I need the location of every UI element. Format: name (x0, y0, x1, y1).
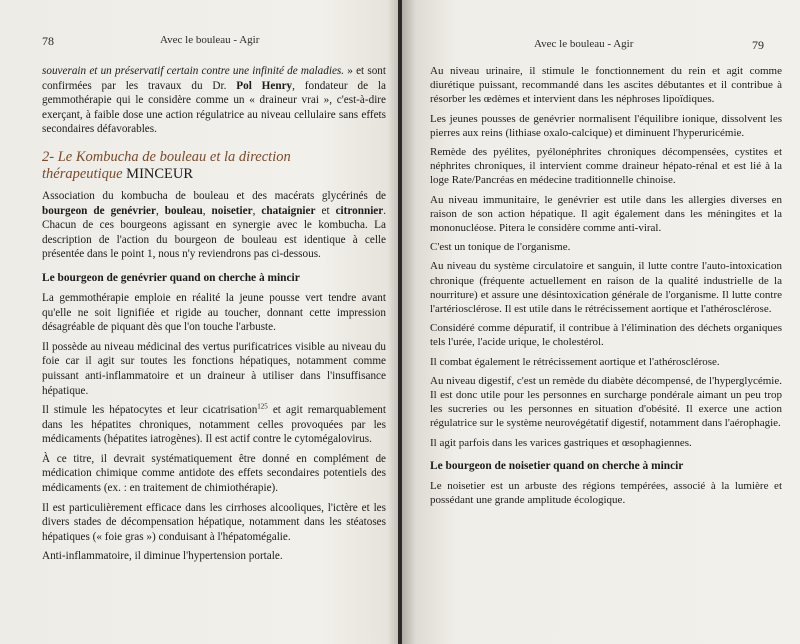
paragraph: Au niveau du système circulatoire et sanguin, il lutte contre l'auto-intoxication chronique (fréquente actuellement en raison de la qualité industrielle de la nourriture) et assure une désintoxication générale de l'organisme. Il lutte contre l'artériosclérose. Il est utile dans le rétrécissement aortique et l'athérosclérose. (430, 260, 782, 316)
italic-quote: souverain et un préservatif certain contre une infinité de maladies. (42, 65, 345, 77)
paragraph: Il agit parfois dans les varices gastriques et œsophagiennes. (430, 436, 692, 449)
section-title-caps: MINCEUR (126, 165, 194, 182)
left-page-header (42, 34, 386, 64)
paragraph: Le noisetier est un arbuste des régions tempérées, associé à la lumière et possédant une grande amplitude écologique. (430, 479, 782, 507)
text-span: , fondateur de la gemmothérapie qui le considère comme un « draineur vrai », c'est-à-dire exerçant, à faible dose une action régulatrice au niveau cellulaire sans effets secondaires défavorables. (42, 79, 386, 136)
text-span: , (252, 204, 262, 217)
paragraph: Remède des pyélites, pyélonéphrites chroniques décompensées, cystites et néphrites chroniques, il intervient comme draineur hépato-rénal et est lié à la loge Rate/Pancréas en médecine traditionnelle chinoise. (430, 146, 782, 187)
paragraph: Considéré comme dépuratif, il contribue à l'élimination des déchets organiques tels l'urée, l'acide urique, le cholestérol. (430, 322, 782, 349)
text-span: , (155, 204, 165, 217)
paragraph: À ce titre, il devrait systématiquement être donné en complément de médication chimique comme antidote des effets secondaires potentiels des médicaments (ex. : en traitement de chimiothérapie). (42, 452, 386, 495)
text-span: Association du kombucha de bouleau et des macérats glycérinés de (42, 189, 386, 202)
paragraph: Au niveau immunitaire, le genévrier est utile dans les allergies diverses en raison de son action hépatique. Il agit également dans les méningites et la mononucléose. Pitera le considère comme anti-viral. (430, 193, 782, 235)
paragraph: Au niveau digestif, c'est un remède du diabète décompensé, de l'hyperglycémie. Il est donc utile pour les personnes en surcharge pondérale aimant un peu trop les sucreries ou les personnes en situation d'obésité. Il exerce une action régulatrice sur le système neurovégétatif digestif, notamment dans l'aérophagie. (430, 374, 782, 430)
book-gutter (398, 0, 402, 644)
paragraph: C'est un tonique de l'organisme. (430, 241, 571, 254)
subheading: Le bourgeon de genévrier quand on cherche à mincir (42, 271, 300, 284)
section-title-line-1: 2- Le Kombucha de bouleau et la direction (42, 148, 291, 165)
text-span: et agit remarquablement dans les hépatites chroniques, notamment celles provoquées par les médicaments (hépatites iatrogènes). Il est actif contre le cytomégalovirus. (42, 404, 386, 446)
text-span: Il stimule les hépatocytes et leur cicatrisation (42, 404, 258, 417)
paragraph: La gemmothérapie emploie en réalité la jeune pousse vert tendre avant qu'elle ne soit lignifiée et rigide au toucher, donnant cette impression désagréable de piquant dès que l'on touche l'arbuste. (42, 291, 386, 334)
section-title-line-2: thérapeutique (42, 165, 123, 182)
paragraph: Au niveau urinaire, il stimule le fonctionnement du rein et agit comme diurétique puissant, recommandé dans les ascites débutantes et il contribue à résorber les œdèmes et intervient dans les néphroses lipoïdiques. (430, 65, 782, 106)
paragraph (42, 189, 386, 262)
right-page (400, 0, 800, 644)
paragraph: Il possède au niveau médicinal des vertus purificatrices visible au niveau du foie car il agit sur toutes les fonctions hépatiques, notamment comme puissant anti-inflammatoire et un draineur à utiliser dans l'insuffisance hépatique. (42, 340, 386, 397)
bold-term: bourgeon de genévrier (42, 204, 156, 217)
paragraph: Anti-inflammatoire, il diminue l'hypertension portale. (42, 550, 283, 563)
text-span: » et sont confirmées par les travaux du Dr. (42, 65, 386, 92)
paragraph (42, 403, 386, 447)
bold-term: bouleau (164, 204, 203, 217)
page-number: 79 (752, 38, 764, 52)
paragraph: Il combat également le rétrécissement aortique et l'athérosclérose. (430, 355, 720, 368)
text-span: et (315, 204, 336, 217)
text-span: , (202, 204, 212, 217)
page-number: 78 (42, 34, 54, 48)
right-page-header (430, 34, 782, 64)
paragraph: Il est particulièrement efficace dans les cirrhoses alcooliques, l'ictère et les divers stades de décompensation hépatique, notamment dans les stéatoses hépatiques (« foie gras ») conduisant à l'hépatomégalie. (42, 501, 386, 543)
running-head: Avec le bouleau - Agir (534, 38, 634, 50)
section-title (42, 149, 386, 183)
paragraph (42, 64, 386, 137)
footnote-ref: 125 (257, 402, 268, 411)
running-head: Avec le bouleau - Agir (160, 34, 260, 46)
bold-name: Pol Henry (236, 79, 293, 92)
bold-term: chataignier (261, 204, 316, 217)
bold-term: noisetier (211, 204, 253, 217)
paragraph: Les jeunes pousses de genévrier normalisent l'équilibre ionique, dissolvent les pierres aux reins (lithiase oxalo-calcique) et diminuent l'hyperuricémie. (430, 112, 782, 139)
text-span: . Chacun de ces bourgeons agissant en synergie avec le kombucha. La description de l'action du bourgeon de bouleau est identique à celle présentée dans le point 1, nous n'y reviendrons pas ci-dessous. (42, 204, 387, 261)
bold-term: citronnier (335, 204, 384, 217)
subheading: Le bourgeon de noisetier quand on cherche à mincir (430, 459, 684, 472)
